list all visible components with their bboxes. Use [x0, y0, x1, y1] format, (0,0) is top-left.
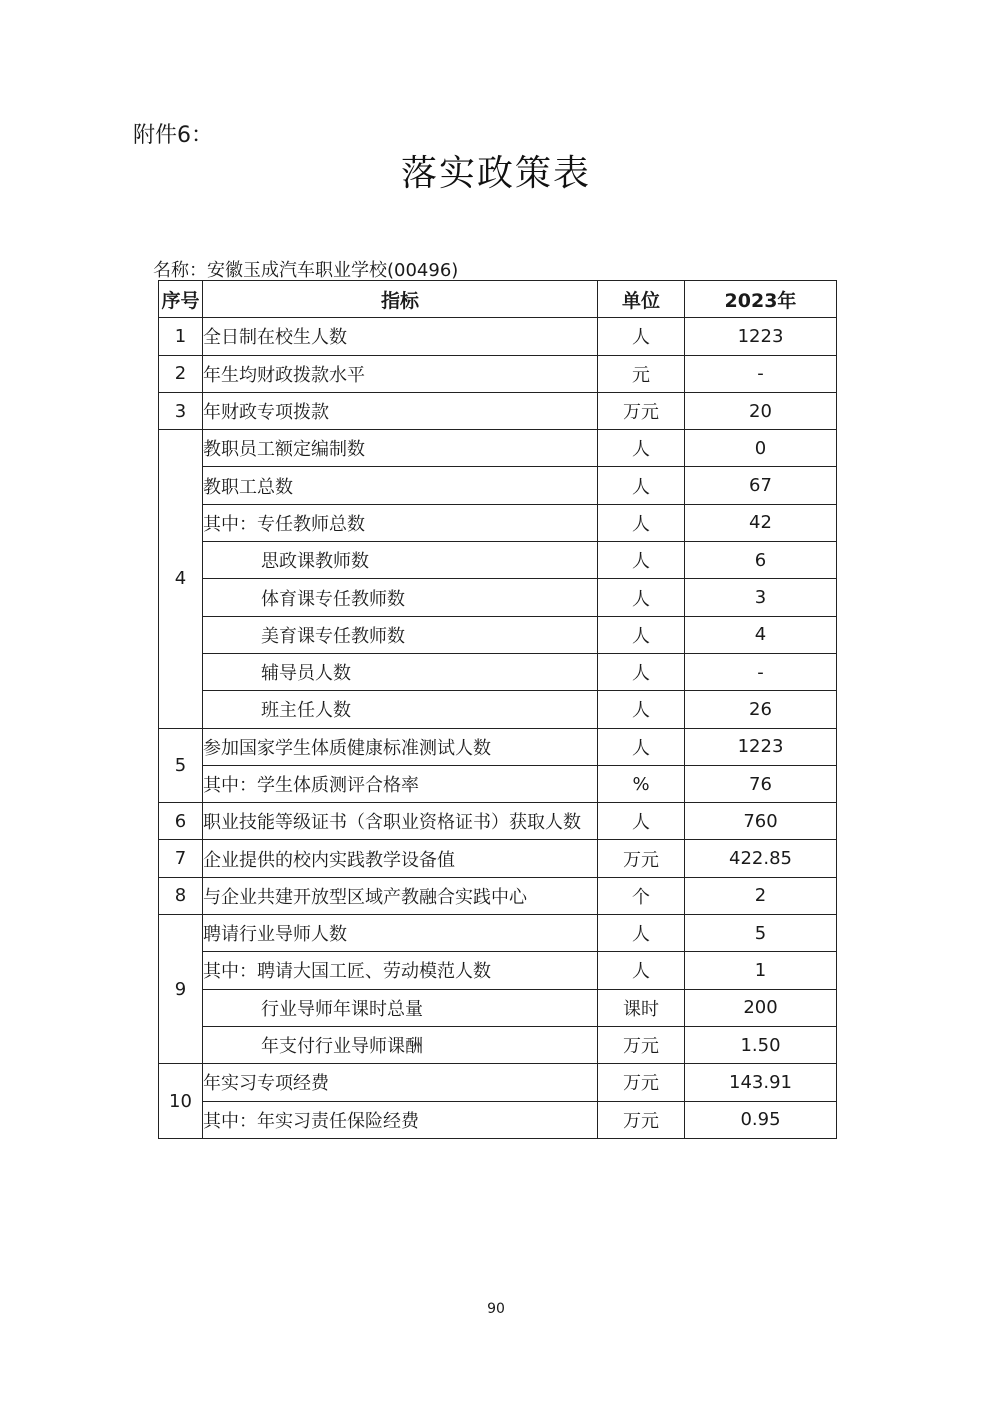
row-unit: 万元	[598, 392, 685, 429]
row-seq: 5	[159, 728, 203, 803]
table-row	[159, 1064, 837, 1101]
row-unit: 万元	[598, 1026, 685, 1063]
row-unit: 元	[598, 355, 685, 392]
row-unit: 人	[598, 653, 685, 690]
row-seq: 4	[159, 430, 203, 728]
row-value: 760	[685, 803, 837, 840]
row-value: 42	[685, 504, 837, 541]
row-value: 0	[685, 430, 837, 467]
row-value: 5	[685, 915, 837, 952]
row-unit: 万元	[598, 840, 685, 877]
header-indicator: 指标	[203, 281, 598, 318]
row-seq: 2	[159, 355, 203, 392]
row-value: 200	[685, 989, 837, 1026]
row-unit: 人	[598, 579, 685, 616]
row-value: 143.91	[685, 1064, 837, 1101]
table-header-row	[159, 281, 837, 318]
row-seq: 7	[159, 840, 203, 877]
row-indicator: 年实习专项经费	[203, 1064, 598, 1101]
row-indicator: 年生均财政拨款水平	[203, 355, 598, 392]
row-value: 20	[685, 392, 837, 429]
row-seq: 10	[159, 1064, 203, 1139]
row-indicator: 企业提供的校内实践教学设备值	[203, 840, 598, 877]
row-indicator: 行业导师年课时总量	[203, 989, 598, 1026]
row-indicator: 其中：专任教师总数	[203, 504, 598, 541]
row-indicator: 教职员工额定编制数	[203, 430, 598, 467]
row-value: 1	[685, 952, 837, 989]
row-unit: 人	[598, 616, 685, 653]
table-row	[159, 765, 837, 802]
table-row	[159, 915, 837, 952]
header-seq: 序号	[159, 281, 203, 318]
table-row	[159, 691, 837, 728]
table-row	[159, 803, 837, 840]
row-unit: 人	[598, 915, 685, 952]
row-value: 1223	[685, 728, 837, 765]
row-seq: 1	[159, 318, 203, 355]
table-row	[159, 989, 837, 1026]
row-seq: 6	[159, 803, 203, 840]
row-unit: 万元	[598, 1101, 685, 1138]
row-seq: 8	[159, 877, 203, 914]
table-row	[159, 430, 837, 467]
table-row	[159, 1101, 837, 1138]
row-indicator: 参加国家学生体质健康标准测试人数	[203, 728, 598, 765]
row-unit: 人	[598, 430, 685, 467]
table-row	[159, 877, 837, 914]
table-row	[159, 952, 837, 989]
table-row	[159, 355, 837, 392]
table-row	[159, 318, 837, 355]
row-indicator: 年支付行业导师课酬	[203, 1026, 598, 1063]
row-indicator: 教职工总数	[203, 467, 598, 504]
row-unit: 课时	[598, 989, 685, 1026]
row-indicator: 其中：年实习责任保险经费	[203, 1101, 598, 1138]
row-value: 76	[685, 765, 837, 802]
row-indicator: 全日制在校生人数	[203, 318, 598, 355]
row-indicator: 其中：学生体质测评合格率	[203, 765, 598, 802]
document-title: 落实政策表	[400, 153, 591, 194]
header-unit: 单位	[598, 281, 685, 318]
row-indicator: 年财政专项拨款	[203, 392, 598, 429]
row-indicator: 职业技能等级证书（含职业资格证书）获取人数	[203, 803, 598, 840]
row-unit: 人	[598, 728, 685, 765]
row-indicator: 美育课专任教师数	[203, 616, 598, 653]
table-row	[159, 653, 837, 690]
row-value: -	[685, 653, 837, 690]
row-indicator: 思政课教师数	[203, 542, 598, 579]
table-row	[159, 467, 837, 504]
row-value: 2	[685, 877, 837, 914]
row-value: 4	[685, 616, 837, 653]
row-value: 26	[685, 691, 837, 728]
table-row	[159, 579, 837, 616]
table-row	[159, 616, 837, 653]
row-value: 0.95	[685, 1101, 837, 1138]
row-indicator: 与企业共建开放型区域产教融合实践中心	[203, 877, 598, 914]
row-value: 67	[685, 467, 837, 504]
row-unit: 万元	[598, 1064, 685, 1101]
row-seq: 3	[159, 392, 203, 429]
row-unit: 人	[598, 952, 685, 989]
row-unit: 个	[598, 877, 685, 914]
row-indicator: 辅导员人数	[203, 653, 598, 690]
row-value: 6	[685, 542, 837, 579]
row-unit: 人	[598, 542, 685, 579]
row-indicator: 班主任人数	[203, 691, 598, 728]
row-indicator: 聘请行业导师人数	[203, 915, 598, 952]
row-value: 3	[685, 579, 837, 616]
row-seq: 9	[159, 915, 203, 1064]
page-number: 90	[487, 1301, 505, 1317]
table-row	[159, 392, 837, 429]
row-unit: 人	[598, 467, 685, 504]
row-unit: 人	[598, 803, 685, 840]
row-unit: 人	[598, 318, 685, 355]
table-row	[159, 504, 837, 541]
row-indicator: 其中：聘请大国工匠、劳动模范人数	[203, 952, 598, 989]
row-value: 422.85	[685, 840, 837, 877]
row-value: -	[685, 355, 837, 392]
row-value: 1223	[685, 318, 837, 355]
table-row	[159, 728, 837, 765]
row-value: 1.50	[685, 1026, 837, 1063]
row-unit: 人	[598, 504, 685, 541]
policy-table	[158, 280, 837, 1139]
row-indicator: 体育课专任教师数	[203, 579, 598, 616]
table-row	[159, 542, 837, 579]
attachment-label: 附件6：	[133, 123, 213, 148]
header-year: 2023年	[685, 281, 837, 318]
organization-name: 名称：安徽玉成汽车职业学校(00496)	[153, 260, 459, 281]
row-unit: %	[598, 765, 685, 802]
table-row	[159, 1026, 837, 1063]
table-row	[159, 840, 837, 877]
row-unit: 人	[598, 691, 685, 728]
